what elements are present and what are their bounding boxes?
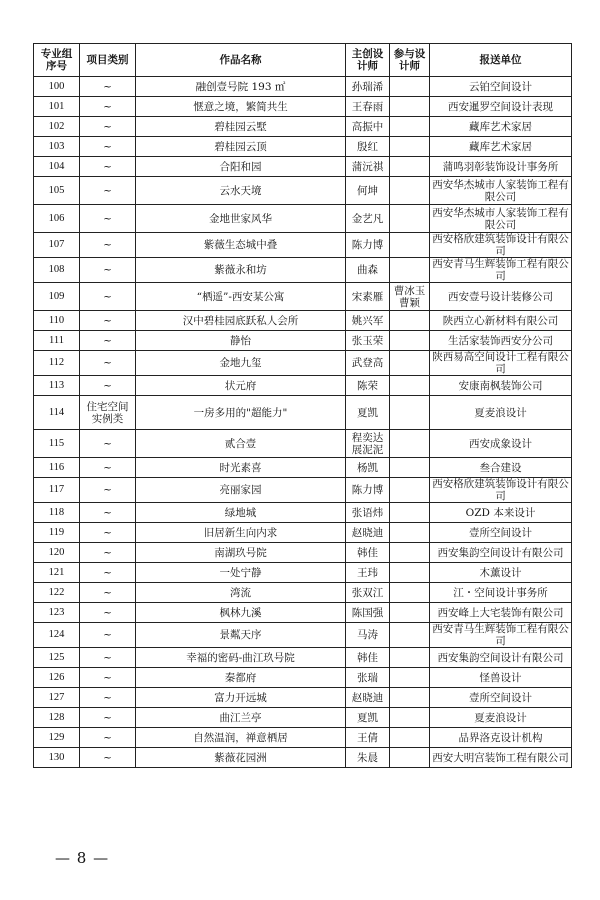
row-co-designer — [390, 668, 430, 688]
row-unit: 木薰设计 — [430, 563, 572, 583]
row-category: ~ — [80, 478, 136, 503]
row-no: 109 — [34, 283, 80, 311]
row-category: ~ — [80, 283, 136, 311]
row-designer: 陈国强 — [346, 603, 390, 623]
row-designer: 朱晨 — [346, 748, 390, 768]
row-no: 106 — [34, 205, 80, 233]
table-row — [34, 376, 572, 396]
row-category: ~ — [80, 77, 136, 97]
row-no: 110 — [34, 311, 80, 331]
row-work-name: 碧桂园云墅 — [136, 117, 346, 137]
row-unit: 西安大明宫装饰工程有限公司 — [430, 748, 572, 768]
row-co-designer — [390, 478, 430, 503]
table-row — [34, 77, 572, 97]
row-work-name: 状元府 — [136, 376, 346, 396]
row-work-name: 曲江兰亭 — [136, 708, 346, 728]
row-unit: 西安青马生辉装饰工程有限公司 — [430, 623, 572, 648]
row-no: 104 — [34, 157, 80, 177]
row-unit: 夏麦浪设计 — [430, 396, 572, 430]
row-unit: 江・空间设计事务所 — [430, 583, 572, 603]
row-work-name: 时光素喜 — [136, 458, 346, 478]
row-designer: 夏凯 — [346, 396, 390, 430]
row-co-designer — [390, 603, 430, 623]
table-row — [34, 97, 572, 117]
row-co-designer — [390, 648, 430, 668]
table-row — [34, 331, 572, 351]
row-unit: 品界洛克设计机构 — [430, 728, 572, 748]
header-unit: 报送单位 — [430, 44, 572, 77]
row-designer: 曲森 — [346, 258, 390, 283]
row-co-designer — [390, 748, 430, 768]
table-row — [34, 396, 572, 430]
row-co-designer — [390, 311, 430, 331]
row-category: ~ — [80, 668, 136, 688]
row-work-name: 南湖玖号院 — [136, 543, 346, 563]
table-row — [34, 603, 572, 623]
row-no: 130 — [34, 748, 80, 768]
table-row — [34, 503, 572, 523]
row-co-designer — [390, 623, 430, 648]
table-row — [34, 563, 572, 583]
row-co-designer — [390, 97, 430, 117]
row-designer: 陈力博 — [346, 233, 390, 258]
table-header-row — [34, 44, 572, 77]
header-work: 作品名称 — [136, 44, 346, 77]
row-unit: 蒲鸣羽彰装饰设计事务所 — [430, 157, 572, 177]
row-no: 118 — [34, 503, 80, 523]
row-co-designer — [390, 708, 430, 728]
table-row — [34, 543, 572, 563]
row-work-name: 融创壹号院 193 ㎡ — [136, 77, 346, 97]
row-no: 103 — [34, 137, 80, 157]
row-work-name: 秦都府 — [136, 668, 346, 688]
row-work-name: 自然温润，禅意栖居 — [136, 728, 346, 748]
row-work-name: “栖遥”-西安某公寓 — [136, 283, 346, 311]
row-designer: 姚兴军 — [346, 311, 390, 331]
row-category: ~ — [80, 331, 136, 351]
row-work-name: 景粼天序 — [136, 623, 346, 648]
row-unit: 夏麦浪设计 — [430, 708, 572, 728]
row-category: ~ — [80, 177, 136, 205]
table-row — [34, 233, 572, 258]
row-co-designer — [390, 458, 430, 478]
row-work-name: 枫林九溪 — [136, 603, 346, 623]
row-co-designer — [390, 430, 430, 458]
row-work-name: 紫薇永和坊 — [136, 258, 346, 283]
table-row — [34, 137, 572, 157]
row-co-designer — [390, 563, 430, 583]
row-designer: 杨凯 — [346, 458, 390, 478]
row-category: ~ — [80, 543, 136, 563]
row-unit: 叁合建设 — [430, 458, 572, 478]
row-co-designer — [390, 77, 430, 97]
row-work-name: 湾流 — [136, 583, 346, 603]
row-no: 128 — [34, 708, 80, 728]
row-category: ~ — [80, 157, 136, 177]
row-work-name: 富力开远城 — [136, 688, 346, 708]
row-unit: 西安格欣建筑装饰设计有限公司 — [430, 233, 572, 258]
row-co-designer — [390, 205, 430, 233]
row-unit: 西安集韵空间设计有限公司 — [430, 543, 572, 563]
row-work-name: 幸福的密码-曲江玖号院 — [136, 648, 346, 668]
row-co-designer — [390, 523, 430, 543]
row-category: ~ — [80, 430, 136, 458]
row-category: ~ — [80, 728, 136, 748]
row-co-designer — [390, 543, 430, 563]
row-co-designer — [390, 728, 430, 748]
table-row — [34, 583, 572, 603]
table-row — [34, 258, 572, 283]
row-work-name: 金地九玺 — [136, 351, 346, 376]
row-category: ~ — [80, 503, 136, 523]
row-category: 住宅空间实例类 — [80, 396, 136, 430]
row-no: 114 — [34, 396, 80, 430]
table-row — [34, 283, 572, 311]
table-row — [34, 351, 572, 376]
row-co-designer — [390, 396, 430, 430]
row-designer: 张双江 — [346, 583, 390, 603]
row-unit: 藏库艺术家居 — [430, 137, 572, 157]
table-row — [34, 748, 572, 768]
row-no: 113 — [34, 376, 80, 396]
row-no: 123 — [34, 603, 80, 623]
row-designer: 程奕达 展泥泥 — [346, 430, 390, 458]
row-work-name: 紫薇花园洲 — [136, 748, 346, 768]
row-co-designer — [390, 258, 430, 283]
row-work-name: 合阳和园 — [136, 157, 346, 177]
header-co-designer: 参与设计师 — [390, 44, 430, 77]
row-no: 124 — [34, 623, 80, 648]
row-designer: 韩佳 — [346, 543, 390, 563]
row-designer: 孙瑞浠 — [346, 77, 390, 97]
row-no: 117 — [34, 478, 80, 503]
table-row — [34, 177, 572, 205]
row-category: ~ — [80, 623, 136, 648]
header-designer: 主创设计师 — [346, 44, 390, 77]
row-category: ~ — [80, 137, 136, 157]
row-designer: 张语炜 — [346, 503, 390, 523]
table-row — [34, 648, 572, 668]
page-number: — 8 — — [55, 849, 110, 867]
row-work-name: 一处宁静 — [136, 563, 346, 583]
row-no: 127 — [34, 688, 80, 708]
row-category: ~ — [80, 311, 136, 331]
row-no: 108 — [34, 258, 80, 283]
table-row — [34, 157, 572, 177]
row-unit: OZD 本来设计 — [430, 503, 572, 523]
row-unit: 安康南枫装饰公司 — [430, 376, 572, 396]
row-unit: 西安集韵空间设计有限公司 — [430, 648, 572, 668]
header-no: 专业组序号 — [34, 44, 80, 77]
row-co-designer — [390, 117, 430, 137]
table-row — [34, 117, 572, 137]
entries-table — [33, 43, 572, 768]
row-no: 100 — [34, 77, 80, 97]
row-unit: 陕西易高空间设计工程有限公司 — [430, 351, 572, 376]
row-work-name: 静怡 — [136, 331, 346, 351]
row-category: ~ — [80, 523, 136, 543]
row-unit: 西安峰上大宅装饰有限公司 — [430, 603, 572, 623]
row-unit: 生活家装饰西安分公司 — [430, 331, 572, 351]
row-designer: 高振中 — [346, 117, 390, 137]
row-co-designer — [390, 157, 430, 177]
row-category: ~ — [80, 376, 136, 396]
row-unit: 陕西立心新材料有限公司 — [430, 311, 572, 331]
row-unit: 西安成象设计 — [430, 430, 572, 458]
table-row — [34, 430, 572, 458]
table-row — [34, 205, 572, 233]
row-no: 105 — [34, 177, 80, 205]
row-co-designer — [390, 376, 430, 396]
row-work-name: 贰合壹 — [136, 430, 346, 458]
row-unit: 西安青马生辉装饰工程有限公司 — [430, 258, 572, 283]
row-no: 102 — [34, 117, 80, 137]
row-work-name: 绿地城 — [136, 503, 346, 523]
row-category: ~ — [80, 563, 136, 583]
row-co-designer — [390, 503, 430, 523]
row-unit: 西安格欣建筑装饰设计有限公司 — [430, 478, 572, 503]
row-category: ~ — [80, 603, 136, 623]
row-category: ~ — [80, 351, 136, 376]
table-row — [34, 728, 572, 748]
row-unit: 壹所空间设计 — [430, 688, 572, 708]
row-category: ~ — [80, 748, 136, 768]
row-category: ~ — [80, 117, 136, 137]
table-row — [34, 668, 572, 688]
row-designer: 蒲沅祺 — [346, 157, 390, 177]
row-unit: 藏库艺术家居 — [430, 117, 572, 137]
row-co-designer: 曹冰玉 曹颖 — [390, 283, 430, 311]
row-co-designer — [390, 331, 430, 351]
row-no: 121 — [34, 563, 80, 583]
row-work-name: 云水天境 — [136, 177, 346, 205]
table-row — [34, 623, 572, 648]
row-work-name: 碧桂园云顶 — [136, 137, 346, 157]
row-work-name: 旧居新生向内求 — [136, 523, 346, 543]
row-work-name: 紫薇生态城中叠 — [136, 233, 346, 258]
row-designer: 王玮 — [346, 563, 390, 583]
row-unit: 西安壹号设计装修公司 — [430, 283, 572, 311]
row-no: 112 — [34, 351, 80, 376]
row-no: 129 — [34, 728, 80, 748]
row-designer: 陈力博 — [346, 478, 390, 503]
row-unit: 西安暹罗空间设计表现 — [430, 97, 572, 117]
row-designer: 何坤 — [346, 177, 390, 205]
row-designer: 张玉荣 — [346, 331, 390, 351]
row-category: ~ — [80, 458, 136, 478]
row-category: ~ — [80, 708, 136, 728]
header-category: 项目类别 — [80, 44, 136, 77]
row-category: ~ — [80, 583, 136, 603]
row-category: ~ — [80, 205, 136, 233]
row-designer: 马涛 — [346, 623, 390, 648]
row-designer: 韩佳 — [346, 648, 390, 668]
row-no: 120 — [34, 543, 80, 563]
row-designer: 赵晓迪 — [346, 688, 390, 708]
row-designer: 陈荣 — [346, 376, 390, 396]
row-designer: 王春雨 — [346, 97, 390, 117]
row-co-designer — [390, 137, 430, 157]
row-work-name: 一房多用的"超能力" — [136, 396, 346, 430]
table-row — [34, 708, 572, 728]
row-category: ~ — [80, 233, 136, 258]
row-co-designer — [390, 233, 430, 258]
row-designer: 殷红 — [346, 137, 390, 157]
row-designer: 夏凯 — [346, 708, 390, 728]
row-no: 122 — [34, 583, 80, 603]
row-no: 115 — [34, 430, 80, 458]
row-no: 111 — [34, 331, 80, 351]
row-category: ~ — [80, 688, 136, 708]
row-no: 107 — [34, 233, 80, 258]
row-work-name: 金地世家风华 — [136, 205, 346, 233]
row-no: 119 — [34, 523, 80, 543]
table-row — [34, 311, 572, 331]
row-category: ~ — [80, 97, 136, 117]
table-row — [34, 478, 572, 503]
row-co-designer — [390, 351, 430, 376]
table-row — [34, 458, 572, 478]
row-co-designer — [390, 177, 430, 205]
row-designer: 武登高 — [346, 351, 390, 376]
row-designer: 王倩 — [346, 728, 390, 748]
row-designer: 金艺凡 — [346, 205, 390, 233]
row-unit: 怪兽设计 — [430, 668, 572, 688]
row-unit: 云铂空间设计 — [430, 77, 572, 97]
row-category: ~ — [80, 258, 136, 283]
row-no: 126 — [34, 668, 80, 688]
row-no: 125 — [34, 648, 80, 668]
row-unit: 西安华杰城市人家装饰工程有限公司 — [430, 177, 572, 205]
row-work-name: 亮丽家园 — [136, 478, 346, 503]
row-unit: 西安华杰城市人家装饰工程有限公司 — [430, 205, 572, 233]
row-designer: 宋素雁 — [346, 283, 390, 311]
row-work-name: 惬意之境，繁简共生 — [136, 97, 346, 117]
table-row — [34, 688, 572, 708]
row-designer: 赵晓迪 — [346, 523, 390, 543]
row-work-name: 汉中碧桂园底跃私人会所 — [136, 311, 346, 331]
row-co-designer — [390, 688, 430, 708]
row-unit: 壹所空间设计 — [430, 523, 572, 543]
row-no: 101 — [34, 97, 80, 117]
row-co-designer — [390, 583, 430, 603]
row-designer: 张瑞 — [346, 668, 390, 688]
table-row — [34, 523, 572, 543]
row-no: 116 — [34, 458, 80, 478]
row-category: ~ — [80, 648, 136, 668]
